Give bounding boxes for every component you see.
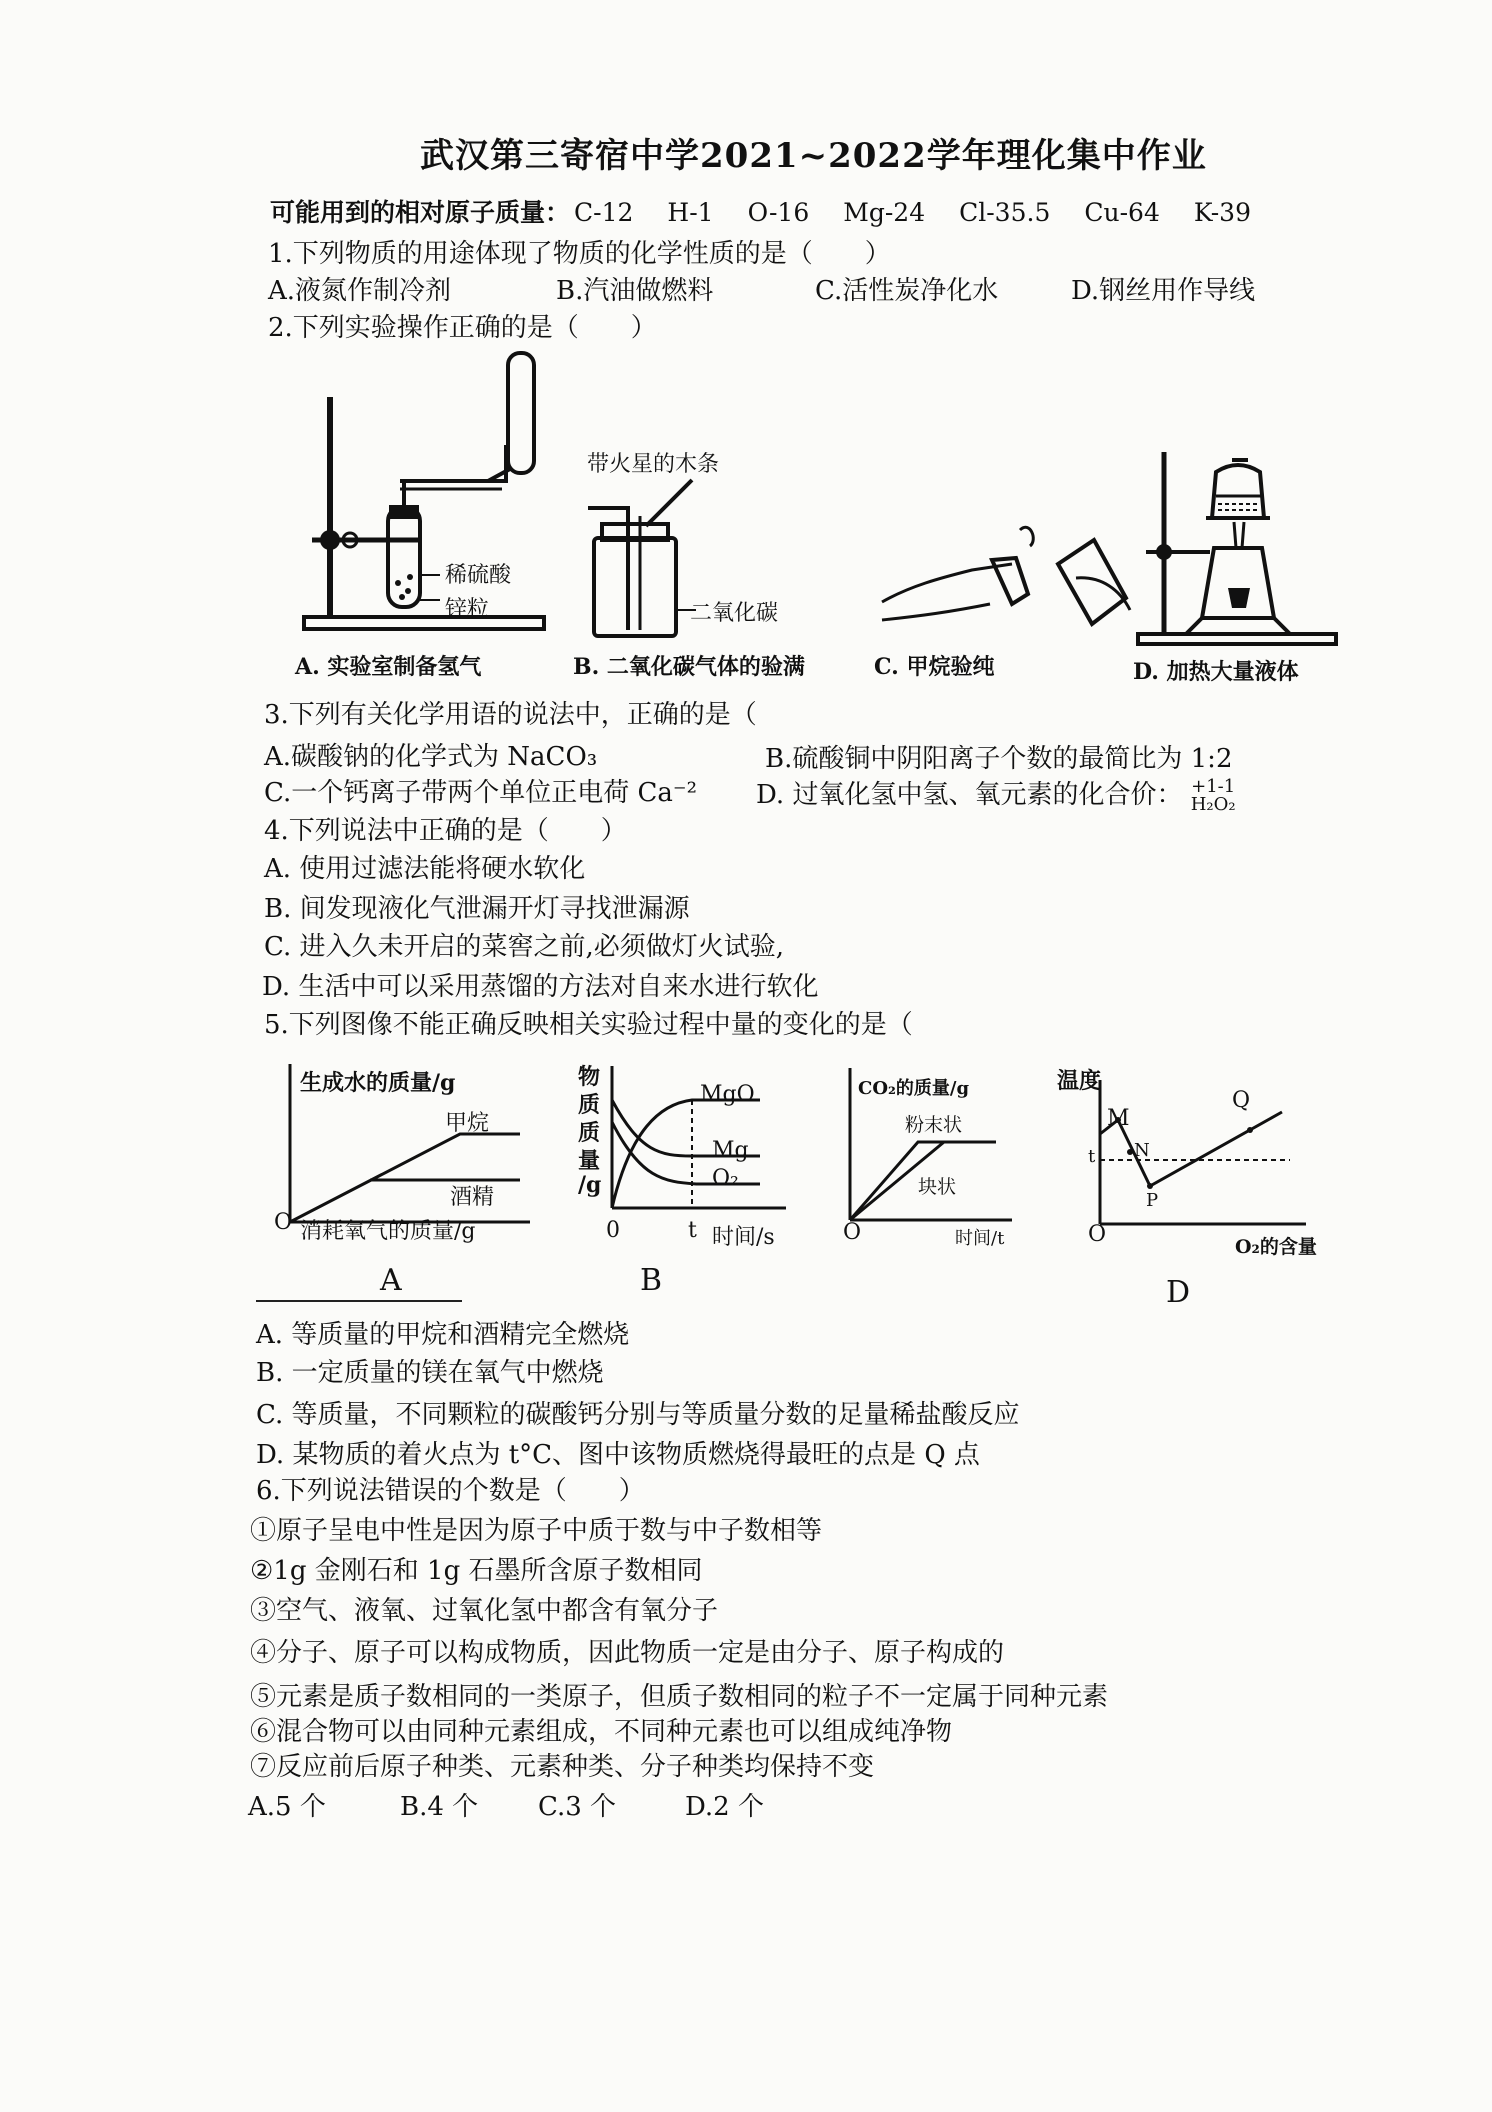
graph-b-t-tick: t — [688, 1218, 697, 1243]
graph-a-origin: O — [274, 1210, 293, 1235]
mass-value: Cu-64 — [1084, 198, 1160, 227]
graph-c-series2: 块状 — [918, 1176, 957, 1198]
graph-d-point-q: Q — [1232, 1088, 1251, 1113]
apparatus-heating-liquid — [1120, 448, 1350, 648]
q5-stem: 5.下列图像不能正确反映相关实验过程中量的变化的是（ — [264, 1010, 913, 1040]
atomic-masses-row — [270, 196, 1251, 230]
graph-b-letter: B — [640, 1263, 663, 1298]
q4-option-a: A. 使用过滤法能将硬水软化 — [264, 854, 586, 884]
q1-option-a: A.液氮作制冷剂 — [268, 276, 452, 306]
label-zinc: 锌粒 — [445, 597, 490, 622]
q6-option-c: C.3 个 — [538, 1792, 617, 1822]
q2-stem: 2.下列实验操作正确的是（ ） — [268, 313, 657, 343]
h2o2-formula: H₂O₂ — [1190, 794, 1236, 815]
q3-stem: 3.下列有关化学用语的说法中，正确的是（ — [264, 700, 757, 730]
graph-b-ylabel-4: 量 — [578, 1148, 601, 1174]
graph-b-series3: O₂ — [712, 1166, 739, 1191]
q5-option-a: A. 等质量的甲烷和酒精完全燃烧 — [256, 1320, 630, 1350]
valence-marks: +1-1 — [1191, 776, 1236, 797]
mass-value: H-1 — [667, 198, 714, 227]
graph-d — [1090, 1080, 1340, 1240]
q4-stem: 4.下列说法中正确的是（ ） — [264, 816, 627, 846]
q4-option-c: C. 进入久未开启的菜窖之前,必须做灯火试验, — [264, 932, 785, 962]
q1-option-c: C.活性炭净化水 — [815, 276, 999, 306]
apparatus-hydrogen-generation — [290, 345, 560, 635]
q3-option-c: C.一个钙离子带两个单位正电荷 Ca⁻² — [264, 778, 698, 808]
mass-value: C-12 — [574, 198, 634, 227]
q5-option-d: D. 某物质的着火点为 t°C、图中该物质燃烧得最旺的点是 Q 点 — [256, 1440, 980, 1470]
graph-b-origin: 0 — [606, 1218, 620, 1243]
q5-option-b: B. 一定质量的镁在氧气中燃烧 — [256, 1358, 604, 1388]
graph-b-series1: MgO — [700, 1082, 755, 1107]
q3-option-d — [756, 778, 1236, 814]
graph-a-series2: 酒精 — [450, 1185, 495, 1210]
graph-c-origin: O — [843, 1220, 862, 1245]
label-dilute-acid: 稀硫酸 — [445, 563, 512, 588]
graph-c-xlabel: 时间/t — [955, 1228, 1005, 1249]
label-co2: 二氧化碳 — [690, 601, 779, 626]
atomic-masses-label: 可能用到的相对原子质量： — [270, 198, 571, 227]
graph-b-ylabel-1: 物 — [578, 1064, 601, 1090]
mass-value: O-16 — [747, 198, 810, 227]
graph-a-xlabel: 消耗氧气的质量/g — [300, 1219, 476, 1244]
caption-a: A. 实验室制备氢气 — [295, 654, 482, 680]
graph-d-ylabel: 温度 — [1057, 1068, 1102, 1094]
h2o2-valence-formula — [1191, 778, 1236, 814]
divider-rule — [256, 1300, 462, 1302]
label-splint: 带火星的木条 — [587, 452, 720, 477]
q6-item-5: ⑤元素是质子数相同的一类原子，但质子数相同的粒子不一定属于同种元素 — [250, 1682, 1109, 1712]
graph-d-t-tick: t — [1088, 1146, 1096, 1167]
graph-d-point-n: N — [1134, 1140, 1150, 1161]
q6-item-4: ④分子、原子可以构成物质，因此物质一定是由分子、原子构成的 — [250, 1638, 1005, 1668]
page-title: 武汉第三寄宿中学2021~2022学年理化集中作业 — [420, 136, 1207, 176]
graph-d-letter: D — [1166, 1275, 1191, 1310]
graph-d-xlabel: O₂的含量 — [1235, 1236, 1317, 1258]
q6-item-6: ⑥混合物可以由同种元素组成，不同种元素也可以组成纯净物 — [250, 1717, 953, 1747]
q6-option-a: A.5 个 — [248, 1792, 326, 1822]
q1-stem: 1.下列物质的用途体现了物质的化学性质的是（ ） — [268, 239, 891, 269]
graph-b-xlabel: 时间/s — [712, 1225, 775, 1250]
mass-value: Cl-35.5 — [959, 198, 1051, 227]
q4-option-b: B. 间发现液化气泄漏开灯寻找泄漏源 — [264, 894, 690, 924]
q1-option-d: D.钢丝用作导线 — [1071, 276, 1256, 306]
q3-option-b: B.硫酸铜中阴阳离子个数的最简比为 1:2 — [765, 744, 1233, 774]
q6-item-7: ⑦反应前后原子种类、元素种类、分子种类均保持不变 — [250, 1752, 875, 1782]
apparatus-methane-purity — [880, 520, 1140, 650]
graph-d-point-m: M — [1107, 1106, 1130, 1131]
graph-c-ylabel: CO₂的质量/g — [858, 1078, 970, 1099]
caption-b: B. 二氧化碳气体的验满 — [573, 654, 805, 680]
mass-value: K-39 — [1193, 198, 1251, 227]
q4-option-d: D. 生活中可以采用蒸馏的方法对自来水进行软化 — [262, 972, 819, 1002]
q5-option-c: C. 等质量，不同颗粒的碳酸钙分别与等质量分数的足量稀盐酸反应 — [256, 1400, 1020, 1430]
graph-b-ylabel-3: 质 — [578, 1120, 601, 1146]
graph-a-ylabel: 生成水的质量/g — [300, 1070, 456, 1096]
caption-d: D. 加热大量液体 — [1133, 659, 1299, 685]
q6-item-3: ③空气、液氧、过氧化氢中都含有氧分子 — [250, 1596, 719, 1626]
caption-c: C. 甲烷验纯 — [874, 654, 995, 680]
graph-b-ylabel-5: /g — [578, 1172, 602, 1198]
graph-c-series1: 粉末状 — [905, 1114, 963, 1136]
mass-value: Mg-24 — [843, 198, 926, 227]
graph-a-series1: 甲烷 — [445, 1111, 490, 1136]
graph-b-series2: Mg — [712, 1138, 749, 1163]
q6-option-b: B.4 个 — [400, 1792, 479, 1822]
q6-item-2: ②1g 金刚石和 1g 石墨所含原子数相同 — [250, 1556, 703, 1586]
q6-option-d: D.2 个 — [685, 1792, 764, 1822]
graph-a-letter: A — [380, 1263, 402, 1298]
q6-item-1: ①原子呈电中性是因为原子中质于数与中子数相等 — [250, 1516, 823, 1546]
q3-option-a: A.碳酸钠的化学式为 NaCO₃ — [264, 742, 598, 772]
q1-option-b: B.汽油做燃料 — [556, 276, 714, 306]
q6-stem: 6.下列说法错误的个数是（ ） — [256, 1476, 645, 1506]
graph-b-ylabel-2: 质 — [578, 1092, 601, 1118]
q3-option-d-text: D. 过氧化氢中氢、氧元素的化合价： — [756, 780, 1183, 810]
graph-d-origin: O — [1088, 1222, 1107, 1247]
graph-d-point-p: P — [1146, 1190, 1159, 1211]
